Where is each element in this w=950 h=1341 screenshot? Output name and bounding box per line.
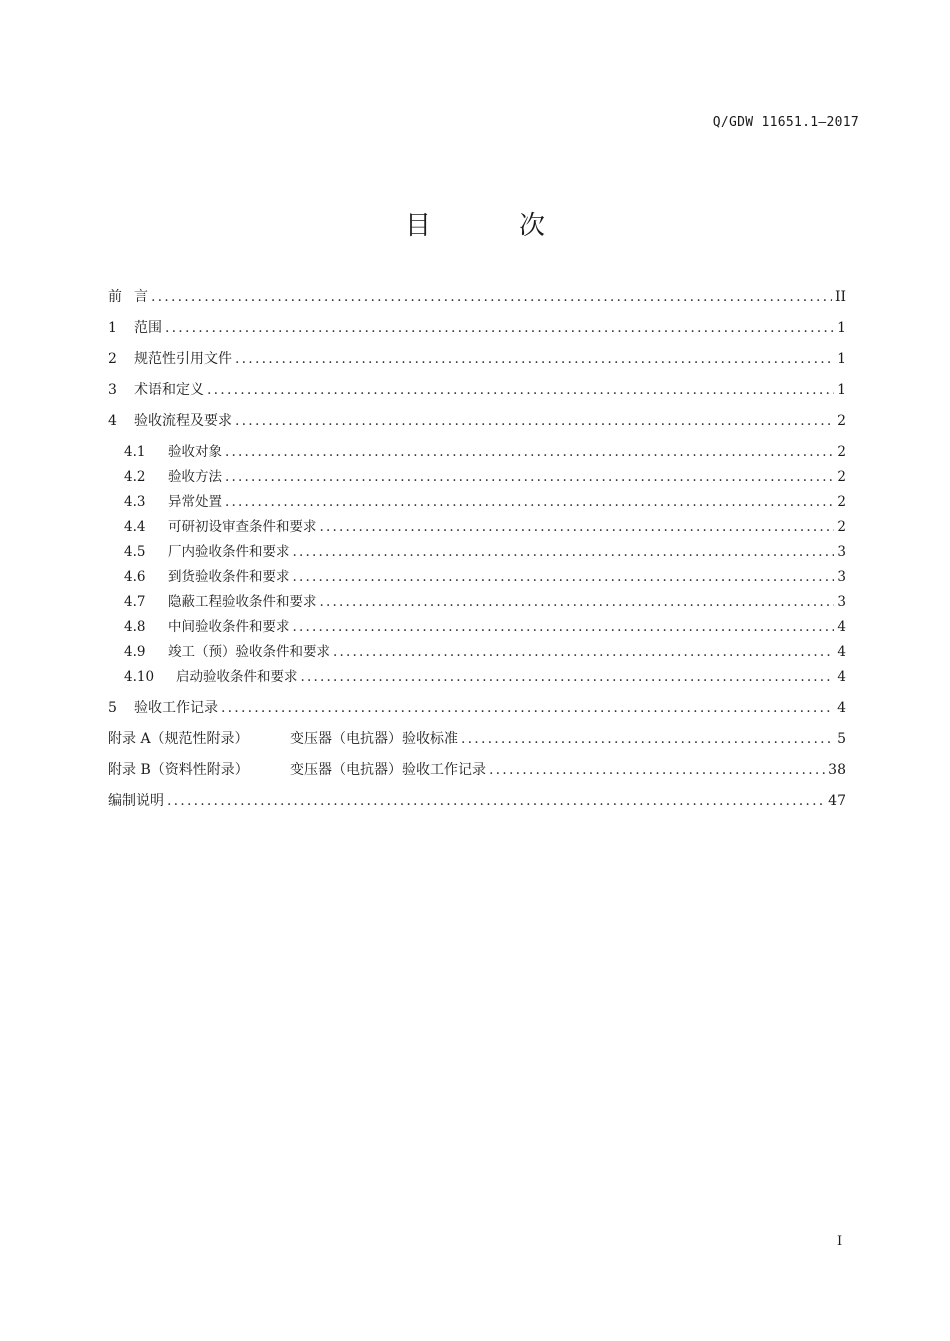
toc-entry-number: 1 [108,320,117,336]
toc-entry-number: 4.4 [124,519,146,535]
toc-entry-2[interactable] [108,349,846,369]
toc-entry-number: 5 [108,700,117,716]
toc-entry-appendix-a[interactable] [108,729,846,749]
toc-entry-4-9[interactable] [108,642,846,662]
toc-entry-appendix-b[interactable] [108,760,846,780]
toc-entry-label: 到货验收条件和要求 [168,569,290,585]
toc-entry-number: 4.9 [124,644,146,660]
toc-entry-foreword[interactable] [108,287,846,307]
toc-entry-label: 变压器（电抗器）验收标准 [290,731,458,747]
toc-entry-page: 4 [837,669,846,685]
toc-entry-label: 言 [134,289,148,305]
toc-entry-number: 前 [108,289,122,305]
toc-leader-dots [225,442,834,462]
toc-leader-dots [461,729,834,749]
toc-leader-dots [207,380,834,400]
toc-leader-dots [320,592,835,612]
toc-leader-dots [293,542,835,562]
toc-entry-number: 2 [108,351,117,367]
toc-entry-page: 1 [837,351,846,367]
toc-entry-label: 术语和定义 [134,382,204,398]
toc-entry-page: 3 [837,569,846,585]
toc-entry-label: 范围 [134,320,162,336]
toc-leader-dots [225,492,834,512]
toc-entry-number: 4.2 [124,469,146,485]
toc-entry-page: 1 [837,320,846,336]
toc-entry-compilation-notes[interactable] [108,791,846,811]
toc-entry-page: 5 [837,731,846,747]
standard-code: Q/GDW 11651.1—2017 [712,115,859,130]
toc-leader-dots [225,467,834,487]
toc-entry-page: 3 [837,594,846,610]
toc-entry-4-6[interactable] [108,567,846,587]
toc-entry-5[interactable] [108,698,846,718]
toc-entry-page: 2 [837,444,846,460]
toc-entry-label: 隐蔽工程验收条件和要求 [168,594,317,610]
toc-leader-dots [235,349,834,369]
toc-entry-number: 4.3 [124,494,146,510]
page-number: I [837,1234,843,1249]
toc-entry-page: 2 [837,519,846,535]
toc-entry-4-5[interactable] [108,542,846,562]
toc-entry-label: 验收流程及要求 [134,413,232,429]
toc-entry-number: 4.7 [124,594,146,610]
toc-entry-number: 3 [108,382,117,398]
toc-leader-dots [221,698,834,718]
toc-entry-page: 47 [828,793,846,809]
toc-entry-number: 4.10 [124,669,155,685]
toc-entry-4-2[interactable] [108,467,846,487]
toc-entry-page: 2 [837,413,846,429]
toc-entry-label: 竣工（预）验收条件和要求 [168,644,330,660]
toc-entry-4-7[interactable] [108,592,846,612]
toc-entry-4[interactable] [108,411,846,431]
toc-title [0,205,950,242]
toc-entry-page: 2 [837,494,846,510]
toc-entry-4-10[interactable] [108,667,846,687]
toc-entry-label: 验收对象 [168,444,222,460]
toc-title-left: 目 [404,211,431,241]
toc-title-right: 次 [519,211,546,241]
toc-entry-label: 可研初设审查条件和要求 [168,519,317,535]
toc-entry-page: 4 [837,700,846,716]
toc-leader-dots [167,791,825,811]
toc-leader-dots [165,318,834,338]
toc-leader-dots [301,667,835,687]
toc-entry-number: 4.8 [124,619,146,635]
toc-entry-number: 4 [108,413,117,429]
toc-entry-page: 38 [828,762,846,778]
toc-entry-label: 启动验收条件和要求 [176,669,298,685]
toc-entry-label: 验收工作记录 [134,700,218,716]
toc-leader-dots [293,617,835,637]
toc-leader-dots [489,760,825,780]
toc-entry-label: 中间验收条件和要求 [168,619,290,635]
toc-entry-label: 规范性引用文件 [134,351,232,367]
toc-entry-label: 验收方法 [168,469,222,485]
toc-entry-number: 编制说明 [108,793,164,809]
toc-entry-page: 4 [837,644,846,660]
toc-entry-1[interactable] [108,318,846,338]
toc-leader-dots [293,567,835,587]
toc-entry-number: 附录 A（规范性附录） [108,731,249,747]
toc-leader-dots [333,642,834,662]
toc-entry-4-3[interactable] [108,492,846,512]
toc-entry-label: 异常处置 [168,494,222,510]
toc-entry-4-4[interactable] [108,517,846,537]
toc-leader-dots [151,287,832,307]
toc-entry-page: II [834,289,846,305]
toc-leader-dots [235,411,834,431]
toc-entry-label: 变压器（电抗器）验收工作记录 [290,762,486,778]
toc-entry-number: 附录 B（资料性附录） [108,762,249,778]
toc-entry-page: 3 [837,544,846,560]
toc-entry-label: 厂内验收条件和要求 [168,544,290,560]
toc-entry-page: 4 [837,619,846,635]
toc-entry-number: 4.6 [124,569,146,585]
toc-entry-number: 4.1 [124,444,146,460]
toc-entry-4-1[interactable] [108,442,846,462]
toc-leader-dots [320,517,835,537]
toc-entry-page: 2 [837,469,846,485]
toc-entry-number: 4.5 [124,544,146,560]
toc-entry-page: 1 [837,382,846,398]
toc-entry-4-8[interactable] [108,617,846,637]
toc-entry-3[interactable] [108,380,846,400]
